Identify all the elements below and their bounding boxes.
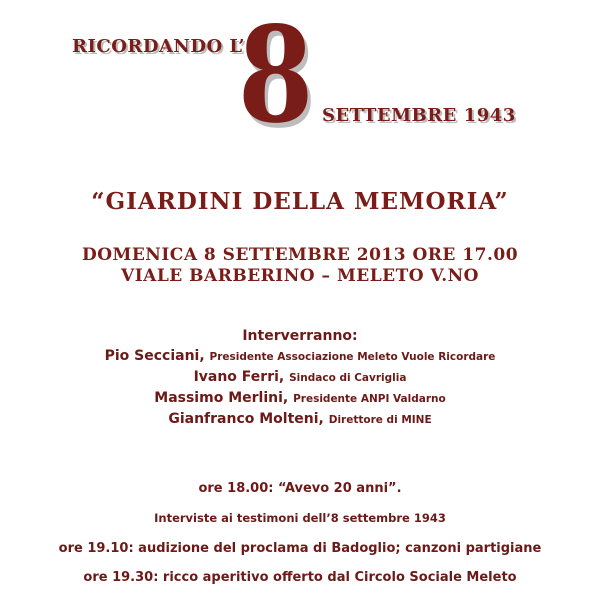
speaker-row — [0, 369, 600, 385]
speaker-row — [0, 411, 600, 427]
big-eight-number: 8 — [238, 0, 314, 153]
speaker-name: Gianfranco Molteni, — [168, 411, 324, 427]
header-right-text: SETTEMBRE 1943 — [322, 105, 516, 126]
speaker-role: Presidente Associazione Meleto Vuole Ricordare — [209, 351, 496, 363]
speaker-row — [0, 390, 600, 406]
schedule-item: ore 19.10: audizione del proclama di Badoglio; canzoni partigiane — [58, 541, 542, 556]
speaker-role: Sindaco di Cavriglia — [289, 372, 407, 384]
speakers-heading: Interverranno: — [242, 328, 358, 344]
speaker-role: Presidente ANPI Valdarno — [293, 393, 446, 405]
speaker-role: Direttore di MINE — [328, 414, 432, 426]
speaker-name: Ivano Ferri, — [193, 369, 285, 385]
event-date: DOMENICA 8 SETTEMBRE 2013 ORE 17.00 — [81, 245, 519, 265]
speaker-row — [0, 348, 600, 364]
event-title: “GIARDINI DELLA MEMORIA” — [91, 188, 509, 215]
schedule-item: ore 18.00: “Avevo 20 anni”. — [198, 481, 402, 496]
speaker-name: Pio Secciani, — [104, 348, 205, 364]
speaker-name: Massimo Merlini, — [154, 390, 289, 406]
header-left-text: RICORDANDO L’ — [72, 36, 246, 57]
schedule-item: ore 19.30: ricco aperitivo offerto dal Circolo Sociale Meleto — [83, 570, 517, 585]
schedule-item: Interviste ai testimoni dell’8 settembre 1943 — [154, 511, 446, 525]
event-place: VIALE BARBERINO – MELETO V.NO — [121, 266, 479, 286]
